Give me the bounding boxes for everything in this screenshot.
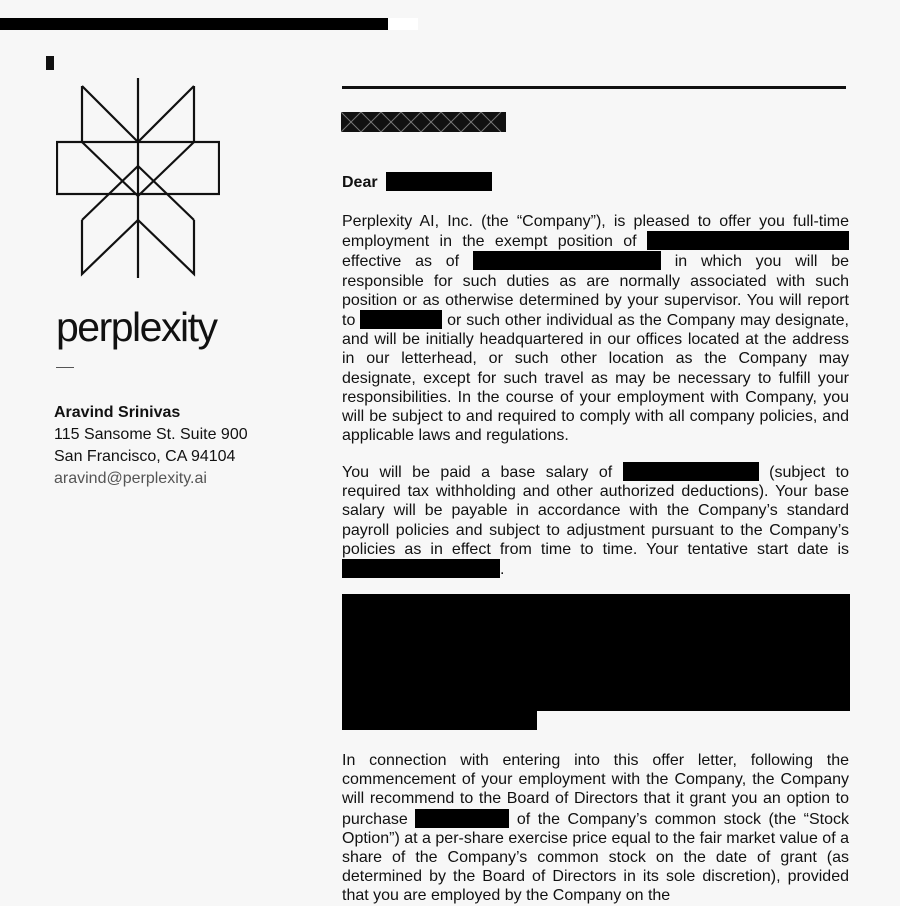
salutation-text: Dear: [342, 174, 378, 191]
redacted-start-date: [342, 559, 500, 578]
p1-text-a: Perplexity AI, Inc. (the “Company”), is pleased to offer you full-time employment in the exempt position of: [342, 213, 849, 251]
p4-text-a: In connection with entering into this offer letter, following the commencement of your employment with the Company, the Company will recommend to the Board of Directors that it grant you an option to purchase: [342, 752, 849, 828]
redacted-share-count: [415, 809, 509, 828]
corner-mark: [46, 56, 54, 70]
redacted-recipient: [386, 172, 492, 191]
redacted-supervisor: [360, 310, 442, 329]
sender-city: San Francisco, CA 94104: [54, 448, 236, 465]
paragraph-offer: [342, 212, 849, 445]
salutation: [342, 172, 849, 192]
p4-text-b: of the Company’s common stock (the “Stock Option”) at a per-share exercise price equal to the fair market value of a share of the Company’s common stock on the date of grant (as determined by the Board of Directors in its sole discretion), provided that you are employed by the Company on the: [342, 810, 849, 905]
sender-email[interactable]: aravind@perplexity.ai: [54, 470, 207, 487]
paragraph-salary: [342, 462, 849, 579]
p2-text-b: (subject to required tax withholding and other authorized deductions). Your base salary will be payable in accordance with the Company’s standard payroll policies and subject to adjustment pursuant to the Company’s policies as in effect from time to time. Your tentative start date is: [342, 464, 850, 558]
sender-address: [54, 402, 248, 490]
divider: [56, 367, 74, 368]
redacted-date: [341, 112, 506, 132]
redacted-salary: [623, 462, 759, 481]
redacted-paragraph-tail: [342, 710, 537, 730]
letter-rule: [342, 86, 846, 89]
paragraph-stock-option: [342, 751, 849, 906]
redacted-position: [647, 231, 849, 250]
perplexity-logo-icon: [56, 78, 220, 278]
sender-name: Aravind Srinivas: [54, 404, 181, 421]
p1-text-c: in which you will be responsible for such duties as are normally associated with such position or as otherwise determined by your supervisor. You will report to: [342, 253, 850, 330]
p2-text-a: You will be paid a base salary of: [342, 464, 613, 481]
sender-street: 115 Sansome St. Suite 900: [54, 426, 248, 443]
header-bar-gap: [388, 18, 418, 30]
perplexity-wordmark: perplexity: [56, 304, 217, 350]
crosshatch-pattern-icon: [341, 112, 506, 132]
redacted-paragraph: [342, 594, 850, 711]
redacted-header-bar: [0, 18, 388, 30]
p1-text-d: or such other individual as the Company may designate, and will be initially headquartered in our offices located at the address in our letterhead, or such other location as the Company may designate, except for such travel as may be necessary to fulfill your responsibilities. In the course of your employment with Company, you will be subject to and required to comply with all company policies, and applicable laws and regulations.: [342, 312, 849, 445]
redacted-effective-date: [473, 251, 661, 270]
p2-text-c: .: [500, 561, 505, 579]
p1-text-b: effective as of: [342, 253, 460, 271]
